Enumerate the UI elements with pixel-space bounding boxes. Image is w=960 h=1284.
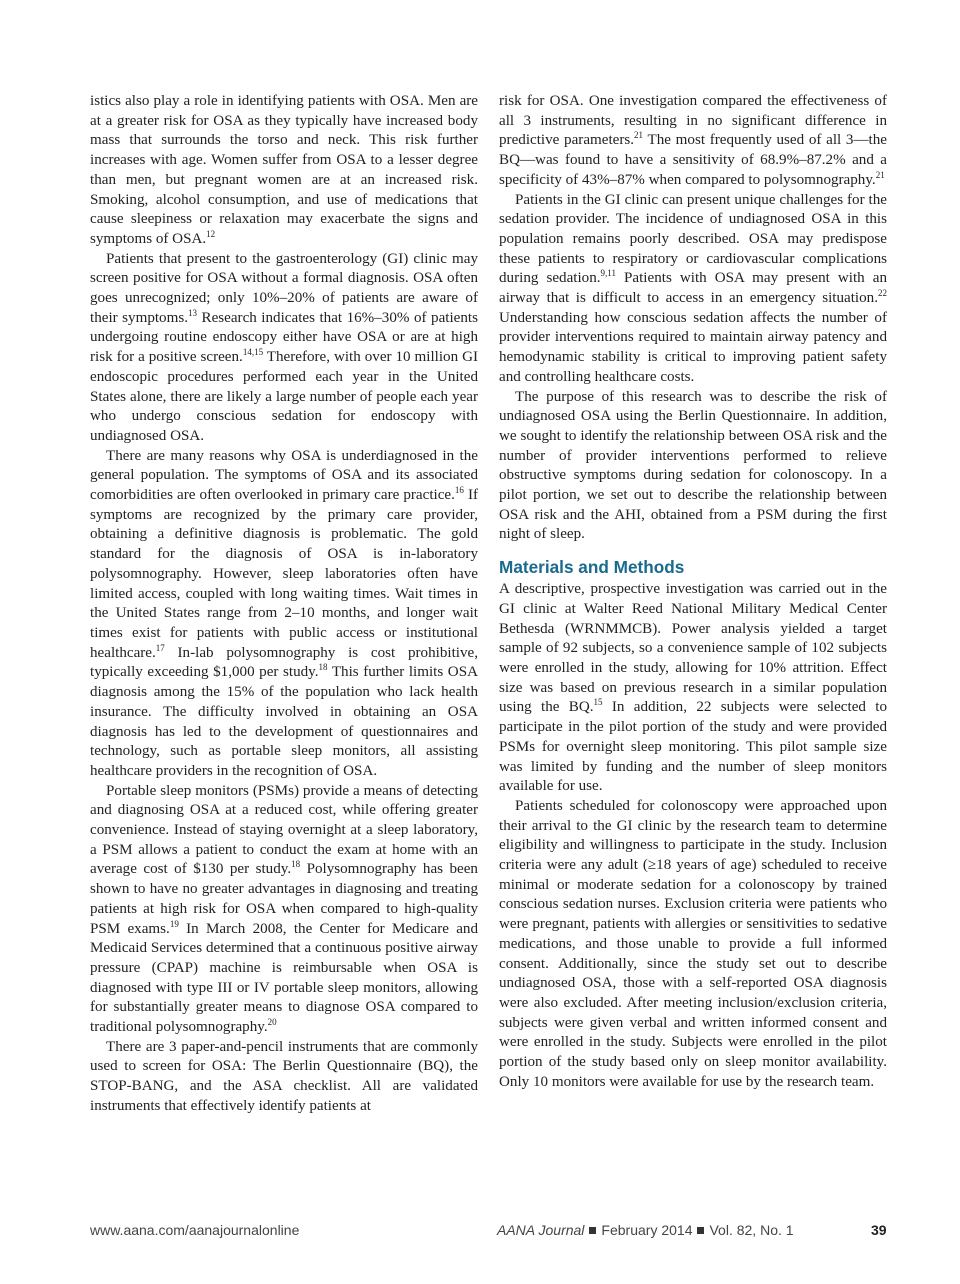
citation-reference: 18	[291, 859, 301, 870]
text-run: Patients that present to the gastroenterology (GI) clinic may screen positive for OSA without a formal diagnosis. OSA often goes unrecognized; only 10%–20% of patients are aware of their symptoms.	[90, 250, 478, 326]
text-run: risk for OSA. One investigation compared the effectiveness of all 3 instruments, resulting in no significant difference in predictive parameters.	[499, 93, 887, 149]
section-heading: Materials and Methods	[499, 557, 685, 578]
text-run: In-lab polysomnography is cost prohibitive, typically exceeding $1,000 per study.	[90, 644, 478, 681]
text-run: Patients in the GI clinic can present unique challenges for the sedation provider. The incidence of undiagnosed OSA in this population remains poorly described. OSA may predispose these patients to respiratory or cardiovascular complications during sedation.	[499, 191, 887, 287]
text-run: In addition, 22 subjects were selected to participate in the pilot portion of the study and were provided PSMs for overnight sleep monitoring. This pilot sample size was limited by funding and the number of sleep monitors available for use.	[499, 699, 888, 795]
right-column-bottom	[499, 580, 887, 1092]
journal-url: www.aana.com/aanajournalonline	[90, 1222, 300, 1238]
paragraph	[90, 250, 478, 447]
citation-reference: 12	[206, 228, 216, 239]
volume-issue: Vol. 82, No. 1	[709, 1222, 794, 1238]
text-run: Therefore, with over 10 million GI endoscopic procedures performed each year in the United States alone, there are likely a large number of people each year who undergo conscious sedation for endoscopy with undiagnosed OSA.	[90, 349, 478, 444]
citation-reference: 21	[875, 169, 885, 180]
journal-citation	[497, 1222, 794, 1238]
page-number: 39	[871, 1222, 887, 1238]
text-run: Patients scheduled for colonoscopy were approached upon their arrival to the GI clinic by the research team to determine eligibility and willingness to participate in the study. Inclusion criteria were any adult (≥18 years of age) scheduled to receive minimal or moderate sedation for a colonoscopy by trained conscious sedation nurses. Exclusion criteria were patients who were pregnant, patients with allergies or sensitivities to sedative medications, and those unable to provide a full informed consent. Additionally, since the study set out to describe undiagnosed OSA, those with a self-reported OSA diagnosis were also excluded. After meeting inclusion/exclusion criteria, subjects were given verbal and written informed consent and were enrolled in the study. Subjects were enrolled in the pilot portion of the study based only on sleep monitor availability. Only 10 monitors were available for use by the research team.	[499, 797, 887, 1090]
citation-reference: 16	[454, 485, 464, 496]
citation-reference: 21	[634, 130, 644, 141]
paragraph	[499, 388, 887, 546]
page-footer	[90, 1222, 890, 1244]
text-run: A descriptive, prospective investigation was carried out in the GI clinic at Walter Reed National Military Medical Center Bethesda (WRNMMCB). Power analysis yielded a target sample of 92 subjects, so a convenience sample of 102 subjects were enrolled in the study, allowing for 10% attrition. Effect size was based on previous research in a similar population using the BQ.	[499, 581, 887, 716]
text-run: Portable sleep monitors (PSMs) provide a means of detecting and diagnosing OSA at a reduced cost, while offering greater convenience. Instead of staying overnight at a sleep laboratory, a PSM allows a patient to conduct the exam at home with an average cost of $130 per study.	[90, 782, 478, 878]
text-run: There are 3 paper-and-pencil instruments that are commonly used to screen for OSA: The Berlin Questionnaire (BQ), the STOP-BANG, and the ASA checklist. All are validated instruments that effectively identify patients at	[90, 1038, 478, 1114]
text-run: This further limits OSA diagnosis among the 15% of the population who lack health insurance. The difficulty involved in obtaining an OSA diagnosis has led to the development of questionnaires and technology, such as portable sleep monitors, all assisting healthcare providers in the recognition of OSA.	[90, 664, 478, 779]
paragraph	[90, 1038, 478, 1117]
text-run: istics also play a role in identifying patients with OSA. Men are at a greater risk for OSA as they typically have increased body mass that surrounds the torso and neck. This risk further increases with age. Women suffer from OSA to a lesser degree than men, but pregnant women are at an increased risk. Smoking, alcohol consumption, and use of medications that cause sleepiness or relaxation may exacerbate the signs and symptoms of OSA.	[90, 93, 478, 247]
paragraph	[90, 447, 478, 782]
citation-reference: 9,11	[600, 268, 616, 279]
citation-reference: 17	[155, 642, 165, 653]
paragraph	[499, 580, 887, 797]
right-column-top	[499, 92, 887, 545]
paragraph	[499, 797, 887, 1093]
text-run: There are many reasons why OSA is underdiagnosed in the general population. The symptoms of OSA and its associated comorbidities are often overlooked in primary care practice.	[90, 447, 478, 504]
citation-reference: 22	[878, 288, 887, 299]
text-run: Polysomnography has been shown to have no greater advantages in diagnosing and treating patients at high risk for OSA when compared to high-quality PSM exams.	[90, 861, 478, 937]
text-run: If symptoms are recognized by the primary care provider, obtaining a definitive diagnosis is problematic. The gold standard for the diagnosis of OSA is in-laboratory polysomnography. However, sleep laboratories often have limited access, coupled with long waiting times. Wait times in the United States range from 2–10 months, and longer wait times exist for patients with public access or institutional healthcare.	[90, 487, 478, 661]
text-run: In March 2008, the Center for Medicare and Medicaid Services determined that a continuous positive airway pressure (CPAP) machine is reimbursable when OSA is diagnosed with type III or IV portable sleep monitors, allowing for substantially greater means to diagnose OSA compared to traditional polysomnography.	[90, 920, 478, 1036]
bullet-icon	[589, 1227, 596, 1234]
left-column	[90, 92, 478, 1117]
paragraph	[499, 92, 887, 191]
text-run: Understanding how conscious sedation affects the number of provider interventions required to maintain airway patency and hemodynamic stability is critical to improving patient safety and controlling healthcare costs.	[499, 309, 887, 385]
citation-reference: 13	[188, 307, 197, 318]
text-run: Research indicates that 16%–30% of patients undergoing routine endoscopy either have OSA or are at high risk for a positive screen.	[90, 309, 478, 366]
citation-reference: 20	[267, 1017, 277, 1028]
paragraph	[90, 92, 478, 250]
citation-reference: 18	[318, 662, 328, 673]
issue-date: February 2014	[601, 1222, 693, 1238]
journal-name: AANA Journal	[497, 1222, 585, 1238]
right-column	[499, 92, 887, 1092]
bullet-icon	[697, 1227, 704, 1234]
citation-reference: 15	[593, 697, 603, 708]
text-run: The purpose of this research was to describe the risk of undiagnosed OSA using the Berlin Questionnaire. In addition, we sought to identify the relationship between OSA risk and the number of provider interventions performed to relieve obstructive symptoms during sedation for colonoscopy. In a pilot portion, we set out to describe the relationship between OSA risk and the AHI, obtained from a PSM during the first night of sleep.	[499, 388, 887, 543]
paragraph	[499, 191, 887, 388]
citation-reference: 14,15	[242, 347, 264, 358]
paragraph	[90, 782, 478, 1038]
citation-reference: 19	[169, 918, 179, 929]
text-run: Patients with OSA may present with an airway that is difficult to access in an emergency situation.	[499, 270, 887, 307]
text-run: The most frequently used of all 3—the BQ—was found to have a sensitivity of 68.9%–87.2% and a specificity of 43%–87% when compared to polysomnography.	[499, 132, 887, 188]
